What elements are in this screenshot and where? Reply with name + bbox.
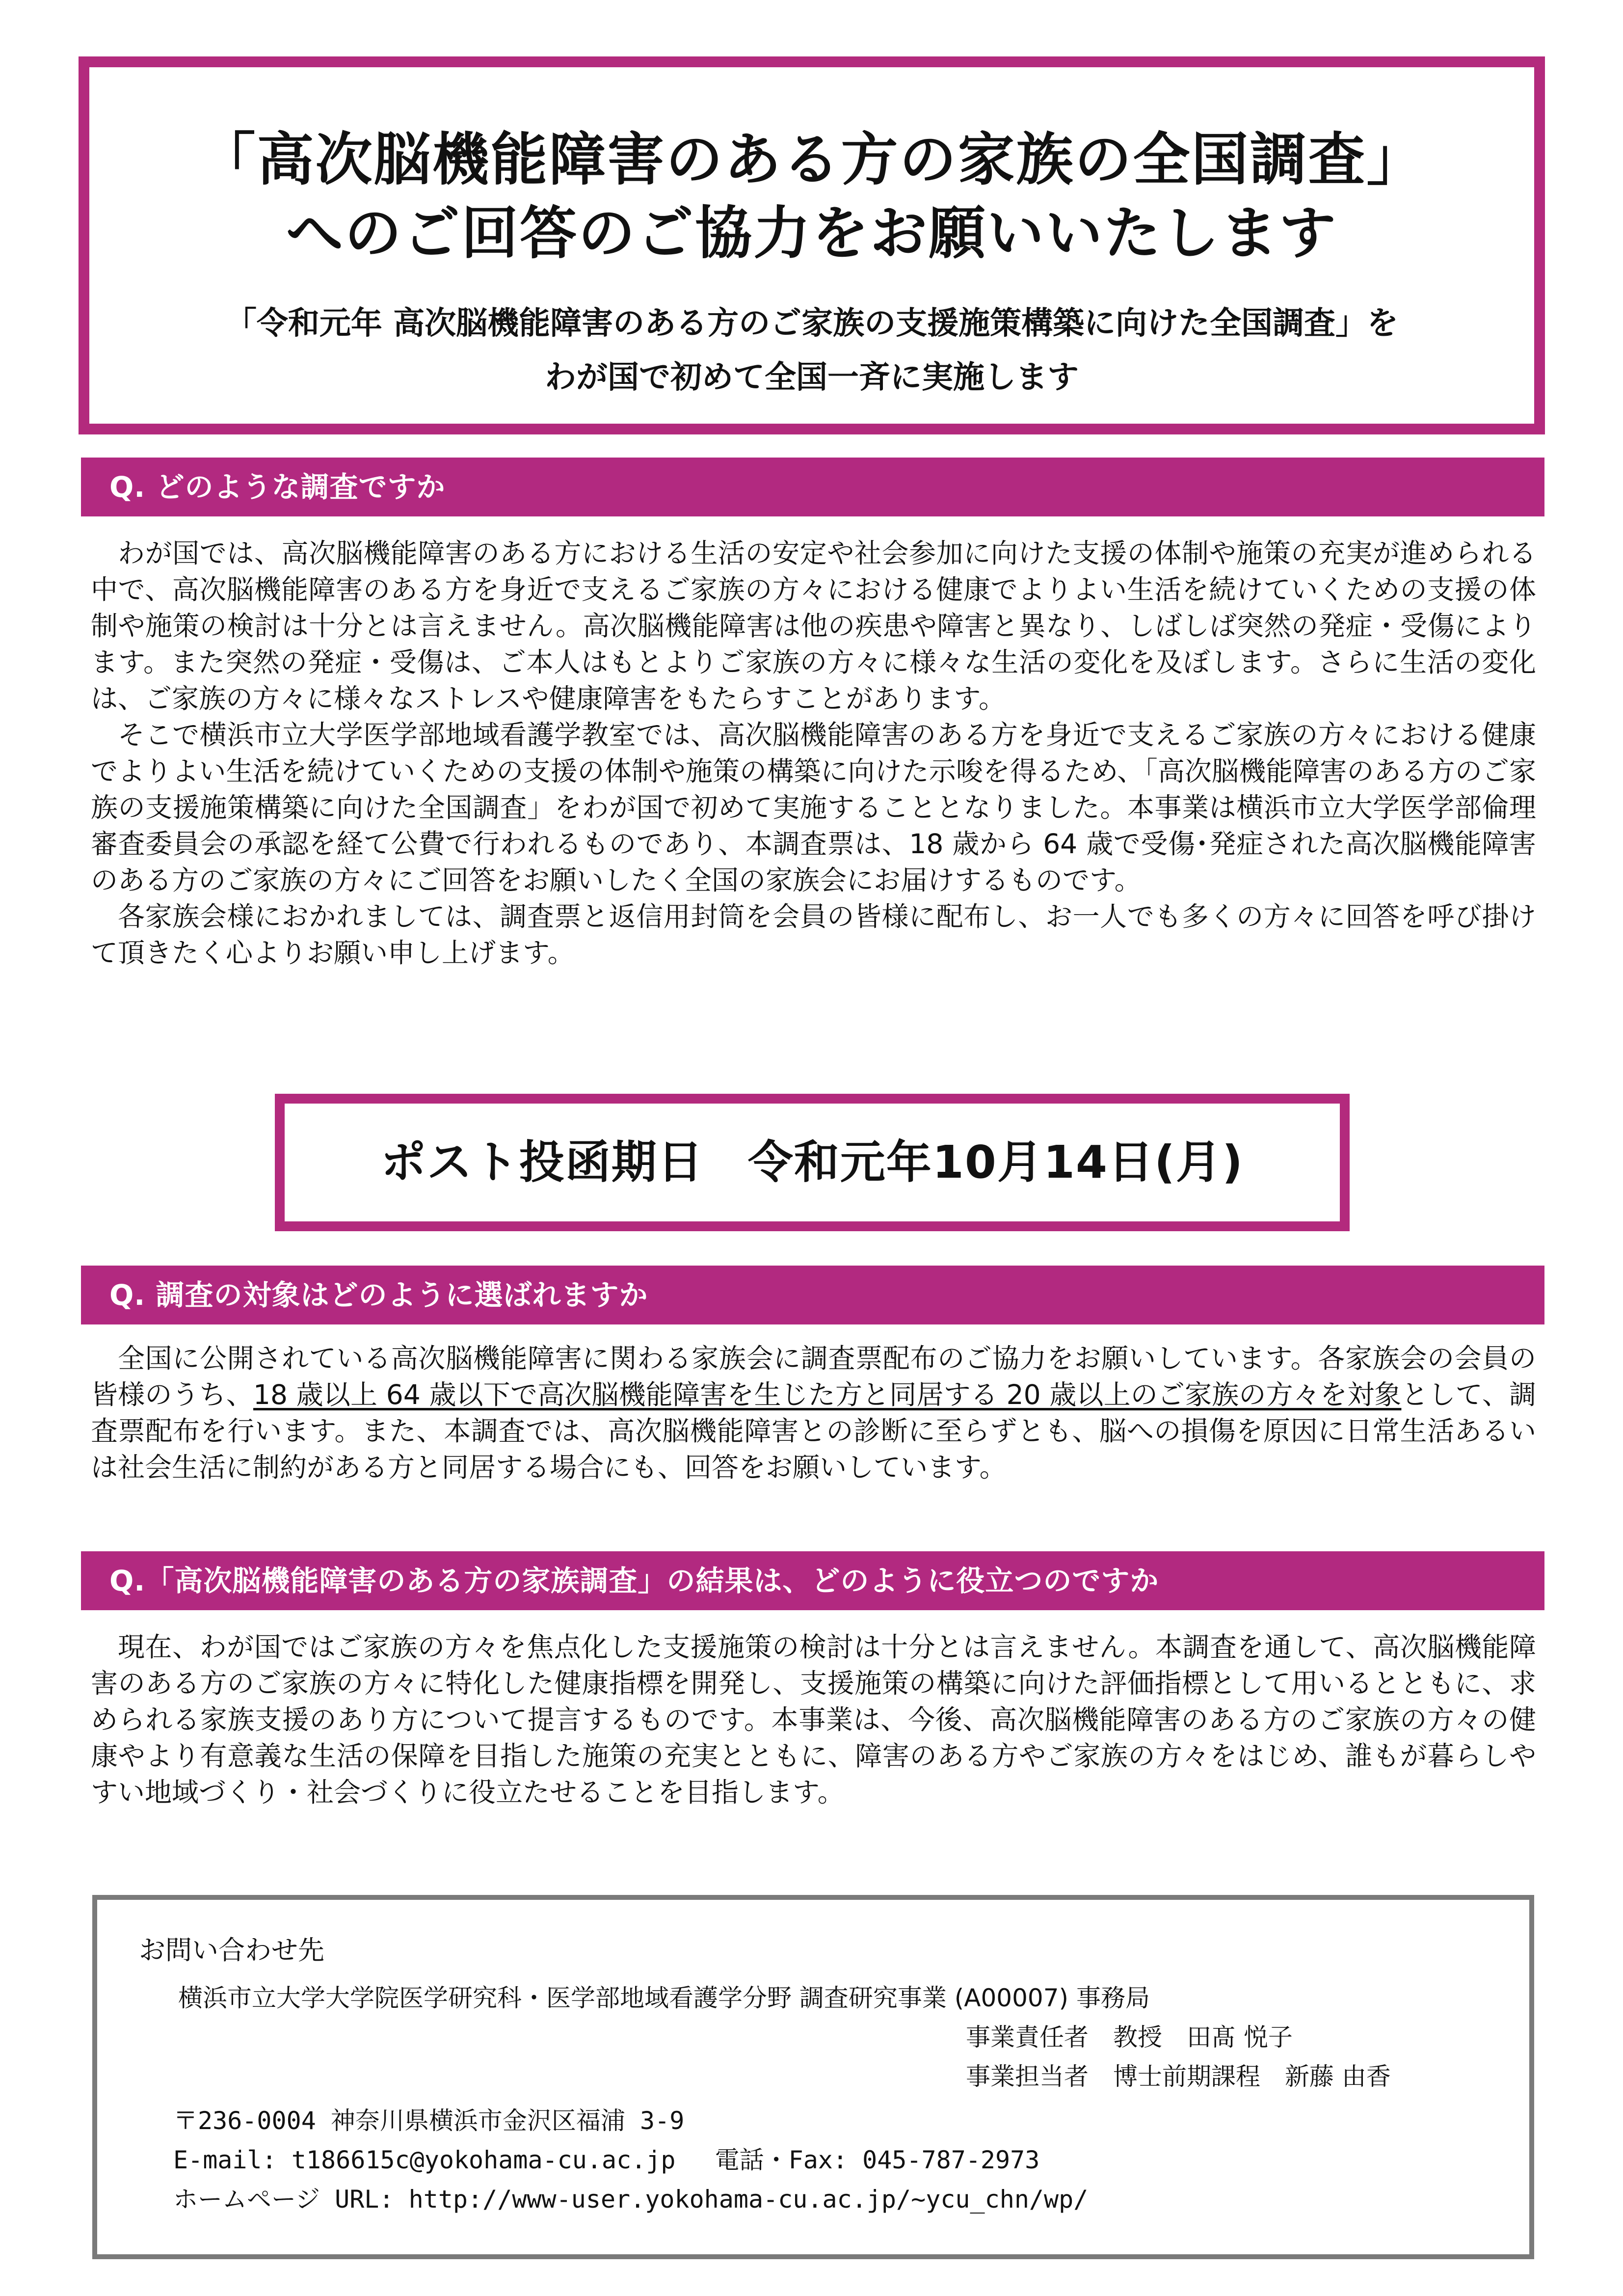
- title-box: [79, 56, 1545, 434]
- contact-staff: 事業担当者 博士前期課程 新藤 由香: [966, 2062, 1391, 2091]
- contact-email-phone: E-mail: t186615c@yokohama-cu.ac.jp 電話・Fax: 045-787-2973: [173, 2146, 1040, 2174]
- contact-office: 横浜市立大学大学院医学研究科・医学部地域看護学分野 調査研究事業 (A00007) 事務局: [178, 1984, 1150, 2012]
- subtitle-line-1: 「令和元年 高次脳機能障害のある方のご家族の支援施策構築に向けた全国調査」を: [225, 305, 1399, 342]
- deadline-box: [275, 1094, 1350, 1231]
- deadline-label: ポスト投函期日: [380, 1136, 704, 1189]
- section-heading-target: Q. 調査の対象はどのように選ばれますか: [81, 1266, 1544, 1324]
- paragraph-purpose: そこで横浜市立大学医学部地域看護学教室では、高次脳機能障害のある方を身近で支えるご家族の方々における健康でよりよい生活を続けていくための支援の体制や施策の構築に向けた示唆を得るため、「高次脳機能障害のある方のご家族の支援施策構築に向けた全国調査」をわが国で初めて実施することとなりました。本事業は横浜市立大学医学部倫理審査委員会の承認を経て公費で行われるものであり、本調査票は、18 歳から 64 歳で受傷･発症された高次脳機能障害のある方のご家族の方々にご回答をお願いしたく全国の家族会にお届けするものです。: [91, 719, 1536, 896]
- section-body-target: [91, 1340, 1536, 1486]
- deadline-date: 令和元年10月14日(月): [747, 1136, 1244, 1189]
- paragraph-background: わが国では、高次脳機能障害のある方における生活の安定や社会参加に向けた支援の体制や施策の充実が進められる中で、高次脳機能障害のある方を身近で支えるご家族の方々における健康でよりよい生活を続けていくための支援の体制や施策の検討は十分とは言えません。高次脳機能障害は他の疾患や障害と異なり、しばしば突然の発症・受傷によります。また突然の発症・受傷は、ご本人はもとよりご家族の方々に様々な生活の変化を及ぼします。さらに生活の変化は、ご家族の方々に様々なストレスや健康障害をもたらすことがあります。: [91, 538, 1536, 714]
- paragraph-target: [91, 1340, 1536, 1486]
- contact-heading: お問い合わせ先: [139, 1935, 324, 1966]
- section-heading-results: Q.「高次脳機能障害のある方の家族調査」の結果は、どのように役立つのですか: [81, 1551, 1544, 1610]
- contact-box: [92, 1895, 1534, 2259]
- section-heading-survey: Q. どのような調査ですか: [81, 458, 1544, 516]
- target-text-underlined: 18 歳以上 64 歳以下で高次脳機能障害を生じた方と同居する 20 歳以上のご家族の方々を対象: [253, 1379, 1402, 1410]
- paragraph-request: 各家族会様におかれましては、調査票と返信用封筒を会員の皆様に配布し、お一人でも多くの方々に回答を呼び掛けて頂きたく心よりお願い申し上げます。: [91, 901, 1536, 969]
- contact-website: ホームページ URL: http://www-user.yokohama-cu.ac.jp/~ycu_chn/wp/: [173, 2185, 1089, 2214]
- target-text-after: として、調査票配布を行います。また、本調査では、高次脳機能障害との診断に至らずとも、脳への損傷を原因に日常生活あるいは社会生活に制約がある方と同居する場合にも、回答をお願いしています。: [91, 1379, 1536, 1483]
- target-text-before: 全国に公開されている高次脳機能障害に関わる家族会に調査票配布のご協力をお願いしています。各家族会の会員の皆様のうち、: [91, 1343, 1536, 1410]
- section-body-survey: [91, 535, 1536, 971]
- title-line-1: 「高次脳機能障害のある方の家族の全国調査」: [198, 127, 1425, 193]
- section-body-results: [91, 1629, 1536, 1810]
- contact-address: 〒236-0004 神奈川県横浜市金沢区福浦 3-9: [173, 2107, 685, 2135]
- paragraph-results: 現在、わが国ではご家族の方々を焦点化した支援施策の検討は十分とは言えません。本調査を通して、高次脳機能障害のある方のご家族の方々に特化した健康指標を開発し、支援施策の構築に向けた評価指標として用いるとともに、求められる家族支援のあり方について提言するものです。本事業は、今後、高次脳機能障害のある方のご家族の方々の健康やより有意義な生活の保障を目指した施策の充実とともに、障害のある方やご家族の方々をはじめ、誰もが暮らしやすい地域づくり・社会づくりに役立たせることを目指します。: [91, 1631, 1536, 1808]
- subtitle-line-2: わが国で初めて全国一斉に実施します: [545, 359, 1079, 396]
- contact-responsible: 事業責任者 教授 田髙 悦子: [966, 2023, 1293, 2052]
- title-line-2: へのご回答のご協力をお願いいたします: [286, 200, 1337, 267]
